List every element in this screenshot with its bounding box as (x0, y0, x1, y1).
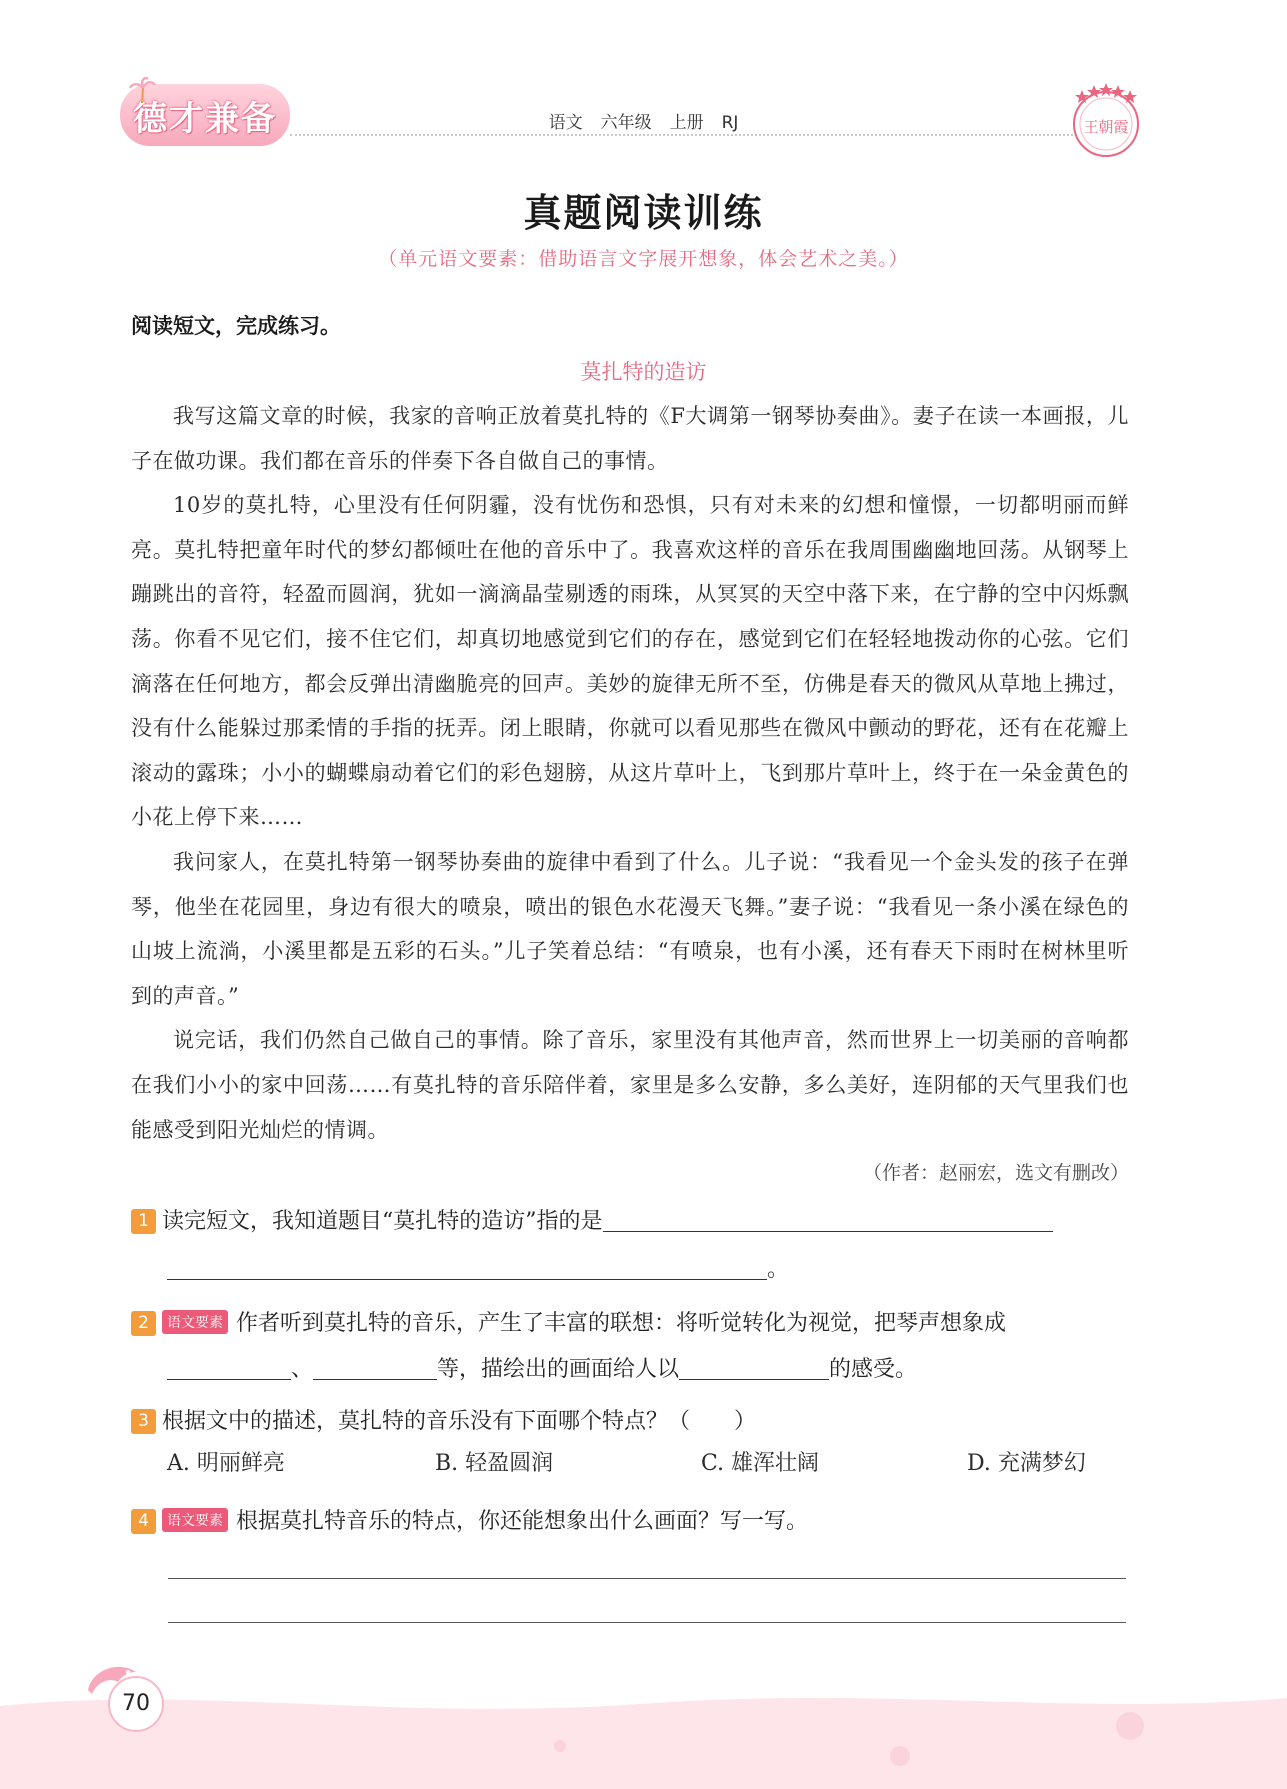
page-title: 真题阅读训练 (523, 191, 764, 235)
question-number: 1 (131, 1209, 156, 1234)
question-text: 作者听到莫扎特的音乐，产生了丰富的联想：将听觉转化为视觉，把琴声想象成 (236, 1311, 1007, 1336)
answer-line[interactable] (168, 1578, 1126, 1579)
passage-title: 莫扎特的造访 (580, 360, 707, 384)
passage-paragraph: 10岁的莫扎特，心里没有任何阴霾，没有忧伤和恐惧，只有对未来的幻想和憧憬，一切都明丽而鲜亮。莫扎特把童年时代的梦幻都倾吐在他的音乐中了。我喜欢这样的音乐在我周围幽幽地回荡。从钢琴上蹦跳出的音符，轻盈而圆润，犹如一滴滴晶莹剔透的雨珠，从冥冥的天空中落下来，在宁静的空中闪烁飘荡。你看不见它们，接不住它们，却真切地感觉到它们的存在，感觉到它们在轻轻地拨动你的心弦。它们滴落在任何地方，都会反弹出清幽脆亮的回声。美妙的旋律无所不至，仿佛是春天的微风从草地上拂过，没有什么能躲过那柔情的手指的抚弄。闭上眼睛，你就可以看见那些在微风中颤动的野花，还有在花瓣上滚动的露珠；小小的蝴蝶扇动着它们的彩色翅膀，从这片草叶上，飞到那片草叶上，终于在一朵金黄色的小花上停下来…… (131, 493, 1129, 830)
question-separator: 、 (291, 1357, 314, 1382)
answer-blank[interactable] (167, 1257, 767, 1280)
question-number: 4 (131, 1509, 156, 1534)
answer-blank[interactable] (679, 1357, 829, 1380)
question-text: 读完短文，我知道题目“莫扎特的造访”指的是 (162, 1209, 603, 1234)
language-element-badge: 语文要素 (162, 1508, 228, 1532)
question-text: 根据莫扎特音乐的特点，你还能想象出什么画面？写一写。 (236, 1509, 809, 1534)
answer-blank[interactable] (603, 1209, 1053, 1232)
passage-paragraph: 说完话，我们仍然自己做自己的事情。除了音乐，家里没有其他声音，然而世界上一切美丽的音响都在我们小小的家中回荡……有莫扎特的音乐陪伴着，家里是多么安静，多么美好，连阴郁的天气里我们也能感受到阳光灿烂的情调。 (131, 1028, 1129, 1142)
question-number: 2 (131, 1311, 156, 1336)
answer-blank[interactable] (313, 1357, 437, 1380)
question-1-continued (167, 1252, 789, 1283)
passage-paragraph: 我写这篇文章的时候，我家的音响正放着莫扎特的《F大调第一钢琴协奏曲》。妻子在读一本画报，儿子在做功课。我们都在音乐的伴奏下各自做自己的事情。 (131, 404, 1129, 473)
header-divider (290, 134, 1077, 136)
passage-source: （作者：赵丽宏，选文有删改） (862, 1162, 1129, 1184)
page-number: 70 (108, 1676, 164, 1732)
option-d[interactable]: D. 充满梦幻 (967, 1451, 1086, 1476)
question-end: 。 (767, 1257, 790, 1282)
palm-tree-icon (128, 76, 156, 104)
unit-element-note: （单元语文要素：借助语言文字展开想象，体会艺术之美。） (378, 248, 909, 270)
option-b[interactable]: B. 轻盈圆润 (435, 1451, 554, 1476)
answer-blank[interactable] (167, 1357, 291, 1380)
question-1 (131, 1204, 1053, 1235)
option-c[interactable]: C. 雄浑壮阔 (701, 1451, 820, 1476)
reading-instruction: 阅读短文，完成练习。 (131, 314, 341, 338)
question-2 (131, 1306, 1006, 1337)
footer-wave-decoration (0, 1686, 1287, 1789)
volume-label: 上册 (669, 113, 704, 133)
question-2-continued (167, 1352, 917, 1383)
question-3 (131, 1404, 756, 1435)
language-element-badge: 语文要素 (162, 1310, 228, 1334)
seal-text: 王朝霞 (1083, 118, 1129, 136)
question-text-mid: 等，描绘出的画面给人以 (437, 1357, 680, 1382)
question-4 (131, 1504, 808, 1535)
option-a[interactable]: A. 明丽鲜亮 (167, 1451, 285, 1476)
subject-label: 语文 (548, 113, 583, 133)
answer-line[interactable] (168, 1622, 1126, 1623)
reading-passage (131, 394, 1129, 1152)
question-end: 的感受。 (829, 1357, 918, 1382)
logo-text: 德才兼备 (133, 98, 277, 139)
question-text[interactable]: 根据文中的描述，莫扎特的音乐没有下面哪个特点？（ ） (162, 1409, 757, 1434)
edition-label: RJ (721, 113, 739, 133)
passage-paragraph: 我问家人，在莫扎特第一钢琴协奏曲的旋律中看到了什么。儿子说：“我看见一个金头发的孩子在弹琴，他坐在花园里，身边有很大的喷泉，喷出的银色水花漫天飞舞。”妻子说：“我看见一条小溪在绿色的山坡上流淌，小溪里都是五彩的石头。”儿子笑着总结：“有喷泉，也有小溪，还有春天下雨时在树林里听到的声音。” (131, 849, 1129, 1008)
author-seal-icon (1066, 80, 1146, 160)
grade-label: 六年级 (600, 113, 652, 133)
question-number: 3 (131, 1409, 156, 1434)
